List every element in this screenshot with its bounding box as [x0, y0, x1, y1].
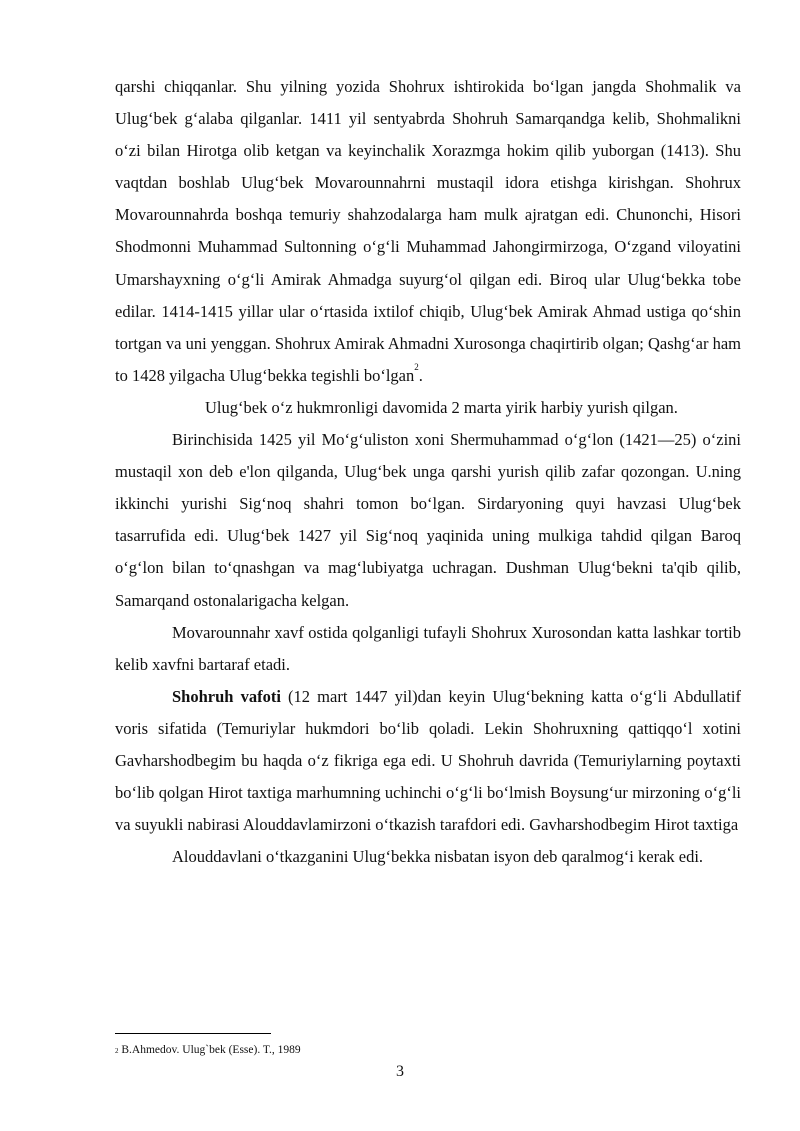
paragraph-5-bold-lead: Shohruh vafoti: [172, 686, 281, 706]
paragraph-1-tail: .: [418, 365, 423, 385]
paragraph-5-text: (12 mart 1447 yil)dan keyin Ulug‘bekning katta o‘g‘li Abdullatif voris sifatida (Temuriylar hukmdori bo‘lib qoladi. Lekin Shohruxning qattiqqo‘l xotini Gavharshodbegim bu haqda o‘z fikriga ega edi. U Shohruh davrida (Temuriylarning poytaxti bo‘lib qolgan Hirot taxtiga marhumning uchinchi o‘g‘li bo‘lmish Boysung‘ur mirzoning o‘g‘li va suyukli nabirasi Alouddavlamirzoni o‘tkazish tarafdori edi. Gavharshodbegim Hirot taxtiga: [115, 686, 742, 835]
paragraph-2: Ulug‘bek o‘z hukmronligi davomida 2 marta yirik harbiy yurish qilgan.: [205, 397, 678, 417]
paragraph-5: [115, 681, 741, 841]
paragraph-1-text: qarshi chiqqanlar. Shu yilning yozida Shohrux ishtirokida bo‘lgan jangda Shohmalik va Ulug‘bek g‘alaba qilganlar. 1411 yil sentyabrda Shohruh Samarqandga kelib, Shohmalikni o‘zi bilan Hirotga olib ketgan va keyinchalik Xorazmga hokim qilib yuborgan (1413). Shu vaqtdan boshlab Ulug‘bek Movarounnahrni mustaqil idora etishga kirishgan. Shohrux Movarounnahrda boshqa temuriy shahzodalarga ham mulk ajratgan edi. Chunonchi, Hisori Shodmonni Muhammad Sultonning o‘g‘li Muhammad Jahongirmirzoga, O‘zgand viloyatini Umarshayxning o‘g‘li Amirak Ahmadga suyurg‘ol qilgan edi. Biroq ular Ulug‘bekka tobe edilar. 1414-1415 yillar ular o‘rtasida ixtilof chiqib, Ulug‘bek Amirak Ahmad ustiga qo‘shin tortgan va uni yenggan. Shohrux Amirak Ahmadni Xurosonga chaqirtirib olgan; Qashg‘ar ham to 1428 yilgacha Ulug‘bekka tegishli bo‘lgan: [115, 77, 741, 385]
page-number: 3: [396, 1063, 404, 1080]
footnote-reference[interactable]: 2: [414, 361, 419, 372]
footnote: [115, 1042, 301, 1058]
paragraph-1: [115, 71, 741, 392]
paragraph-3: Birinchisida 1425 yil Mo‘g‘uliston xoni Shermuhammad o‘g‘lon (1421—25) o‘zini mustaqil xon deb e'lon qilganda, Ulug‘bek unga qarshi yurish qilib zafar qozongan. U.ning ikkinchi yurishi Sig‘noq shahri tomon bo‘lgan. Sirdaryoning quyi havzasi Ulug‘bek tasarrufida edi. Ulug‘bek 1427 yil Sig‘noq yaqinida uning mulkiga tahdid qilgan Baroq o‘g‘lon bilan to‘qnashgan va mag‘lubiyatga uchragan. Dushman Ulug‘bekni ta'qib qilib, Samarqand ostonalarigacha kelgan.: [115, 430, 741, 610]
footnote-text: B.Ahmedov. Ulug`bek (Esse). T., 1989: [118, 1044, 301, 1056]
paragraph-6: Alouddavlani o‘tkazganini Ulug‘bekka nisbatan isyon deb qaralmog‘i kerak edi.: [172, 847, 704, 867]
page-body: [115, 71, 741, 873]
footnote-separator: [115, 1033, 271, 1034]
paragraph-4: Movarounnahr xavf ostida qolganligi tufayli Shohrux Xurosondan katta lashkar tortib kelib xavfni bartaraf etadi.: [115, 622, 741, 674]
footnote-marker: 2: [115, 1047, 119, 1055]
